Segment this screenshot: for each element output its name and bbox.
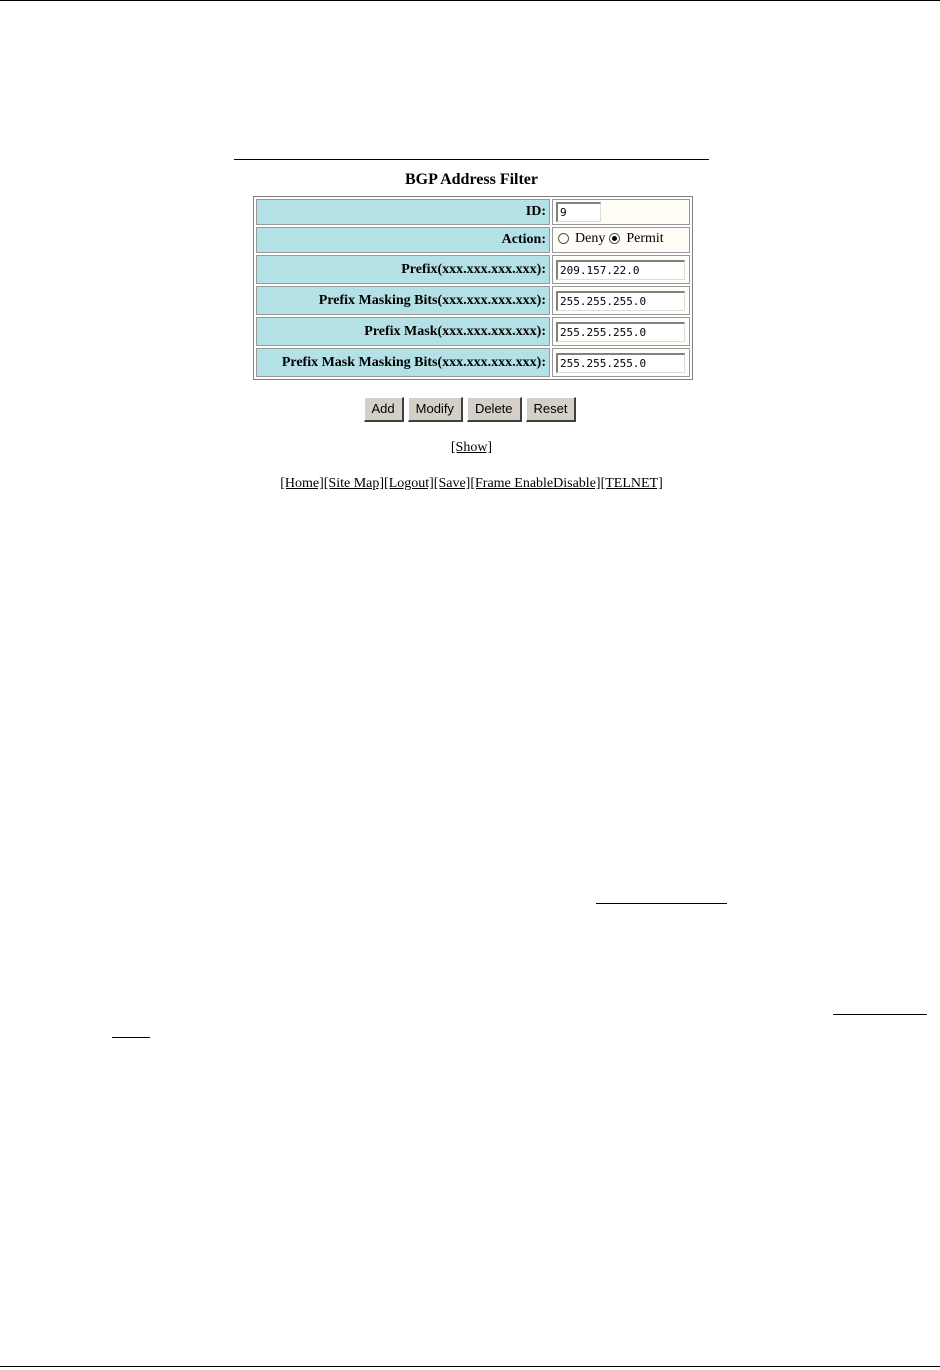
prefix-mask-cell	[552, 317, 690, 346]
page-top-rule	[0, 0, 940, 1]
prefix-mask-masking-bits-label: Prefix Mask Masking Bits(xxx.xxx.xxx.xxx):	[256, 348, 550, 377]
deny-radio[interactable]	[558, 233, 569, 244]
action-row	[256, 227, 690, 253]
reset-button[interactable]: Reset	[526, 397, 577, 422]
prefix-masking-bits-cell	[552, 286, 690, 315]
prefix-mask-masking-bits-input[interactable]	[556, 353, 685, 373]
bgp-address-filter-table	[253, 196, 693, 380]
id-row	[256, 199, 690, 225]
nav-site-map-link[interactable]: [Site Map]	[323, 476, 385, 491]
modify-button[interactable]: Modify	[408, 397, 463, 422]
permit-radio-label: Permit	[626, 230, 664, 246]
id-cell	[552, 199, 690, 225]
nav-frame-enable-link[interactable]: [Frame Enable	[470, 476, 554, 491]
prefix-masking-bits-row	[256, 286, 690, 315]
show-link-container	[0, 440, 940, 456]
page-bottom-rule	[0, 1366, 940, 1367]
permit-radio[interactable]	[609, 233, 620, 244]
hyperlink-underline	[112, 1037, 150, 1038]
nav-links	[0, 476, 940, 492]
prefix-mask-masking-bits-cell	[552, 348, 690, 377]
nav-home-link[interactable]: [Home]	[280, 476, 324, 491]
action-radio-group	[556, 231, 666, 247]
prefix-row	[256, 255, 690, 284]
deny-radio-label: Deny	[575, 230, 606, 246]
prefix-input[interactable]	[556, 260, 685, 280]
nav-logout-link[interactable]: [Logout]	[384, 476, 434, 491]
action-cell	[552, 227, 690, 253]
prefix-cell	[552, 255, 690, 284]
nav-save-link[interactable]: [Save]	[433, 476, 471, 491]
button-row	[0, 397, 940, 422]
prefix-label: Prefix(xxx.xxx.xxx.xxx):	[256, 255, 550, 284]
prefix-masking-bits-label: Prefix Masking Bits(xxx.xxx.xxx.xxx):	[256, 286, 550, 315]
id-input[interactable]	[556, 202, 601, 222]
action-label: Action:	[256, 227, 550, 253]
prefix-mask-label: Prefix Mask(xxx.xxx.xxx.xxx):	[256, 317, 550, 346]
add-button[interactable]: Add	[364, 397, 404, 422]
prefix-mask-row	[256, 317, 690, 346]
show-link[interactable]: [Show]	[450, 440, 493, 455]
id-label: ID:	[256, 199, 550, 225]
hyperlink-underline	[833, 1014, 927, 1015]
form-title: BGP Address Filter	[404, 171, 539, 188]
title-rule	[234, 159, 709, 160]
hyperlink-underline	[596, 903, 727, 904]
prefix-mask-masking-bits-row	[256, 348, 690, 377]
nav-disable-link[interactable]: Disable]	[553, 476, 601, 491]
delete-button[interactable]: Delete	[467, 397, 522, 422]
nav-telnet-link[interactable]: [TELNET]	[600, 476, 663, 491]
prefix-masking-bits-input[interactable]	[556, 291, 685, 311]
prefix-mask-input[interactable]	[556, 322, 685, 342]
